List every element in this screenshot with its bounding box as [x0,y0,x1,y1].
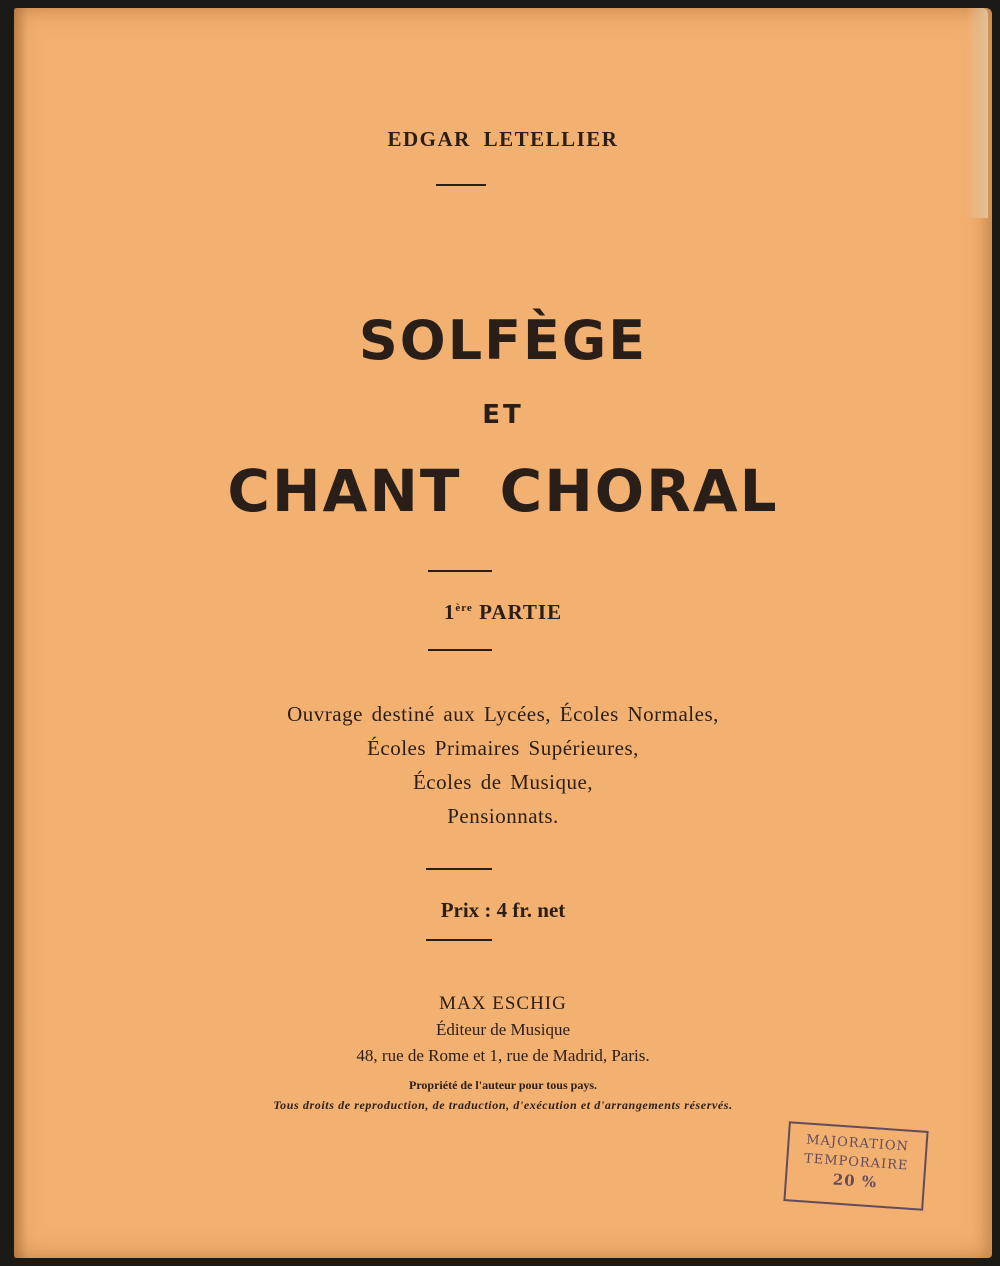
divider-rule [428,649,492,651]
title-line-3: CHANT CHORAL [227,457,779,525]
stamp-line-1: MAJORATION [805,1132,910,1155]
book-cover [14,8,992,1258]
part-suffix: ère [455,602,473,614]
title-line-1: SOLFÈGE [358,309,648,372]
part-number: 1 [443,600,456,624]
publisher-name: MAX ESCHIG [439,993,567,1014]
price-increase-stamp [783,1121,928,1211]
description-line: Pensionnats. [447,804,559,828]
part-label [14,600,992,625]
publisher-address: 48, rue de Rome et 1, rue de Madrid, Paris. [356,1046,650,1065]
description-line: Écoles Primaires Supérieures, [367,736,639,760]
description-line: Écoles de Musique, [412,770,594,794]
stamp-line-3: 20 % [832,1170,878,1192]
publisher-role: Éditeur de Musique [435,1020,571,1039]
property-notice: Propriété de l'auteur pour tous pays. [408,1078,597,1092]
description-line: Ouvrage destiné aux Lycées, Écoles Normales, [287,702,719,726]
divider-rule [428,570,492,572]
title-line-2: ET [482,400,524,430]
stamp-line-2: TEMPORAIRE [803,1151,909,1174]
divider-rule [426,868,492,870]
divider-rule [436,184,486,186]
price-label: Prix : 4 fr. net [440,898,566,922]
divider-rule [426,939,492,941]
part-word: PARTIE [479,600,563,624]
rights-notice: Tous droits de reproduction, de traduction, d'exécution et d'arrangements réservés. [273,1098,733,1112]
author-name: EDGAR LETELLIER [387,127,619,151]
